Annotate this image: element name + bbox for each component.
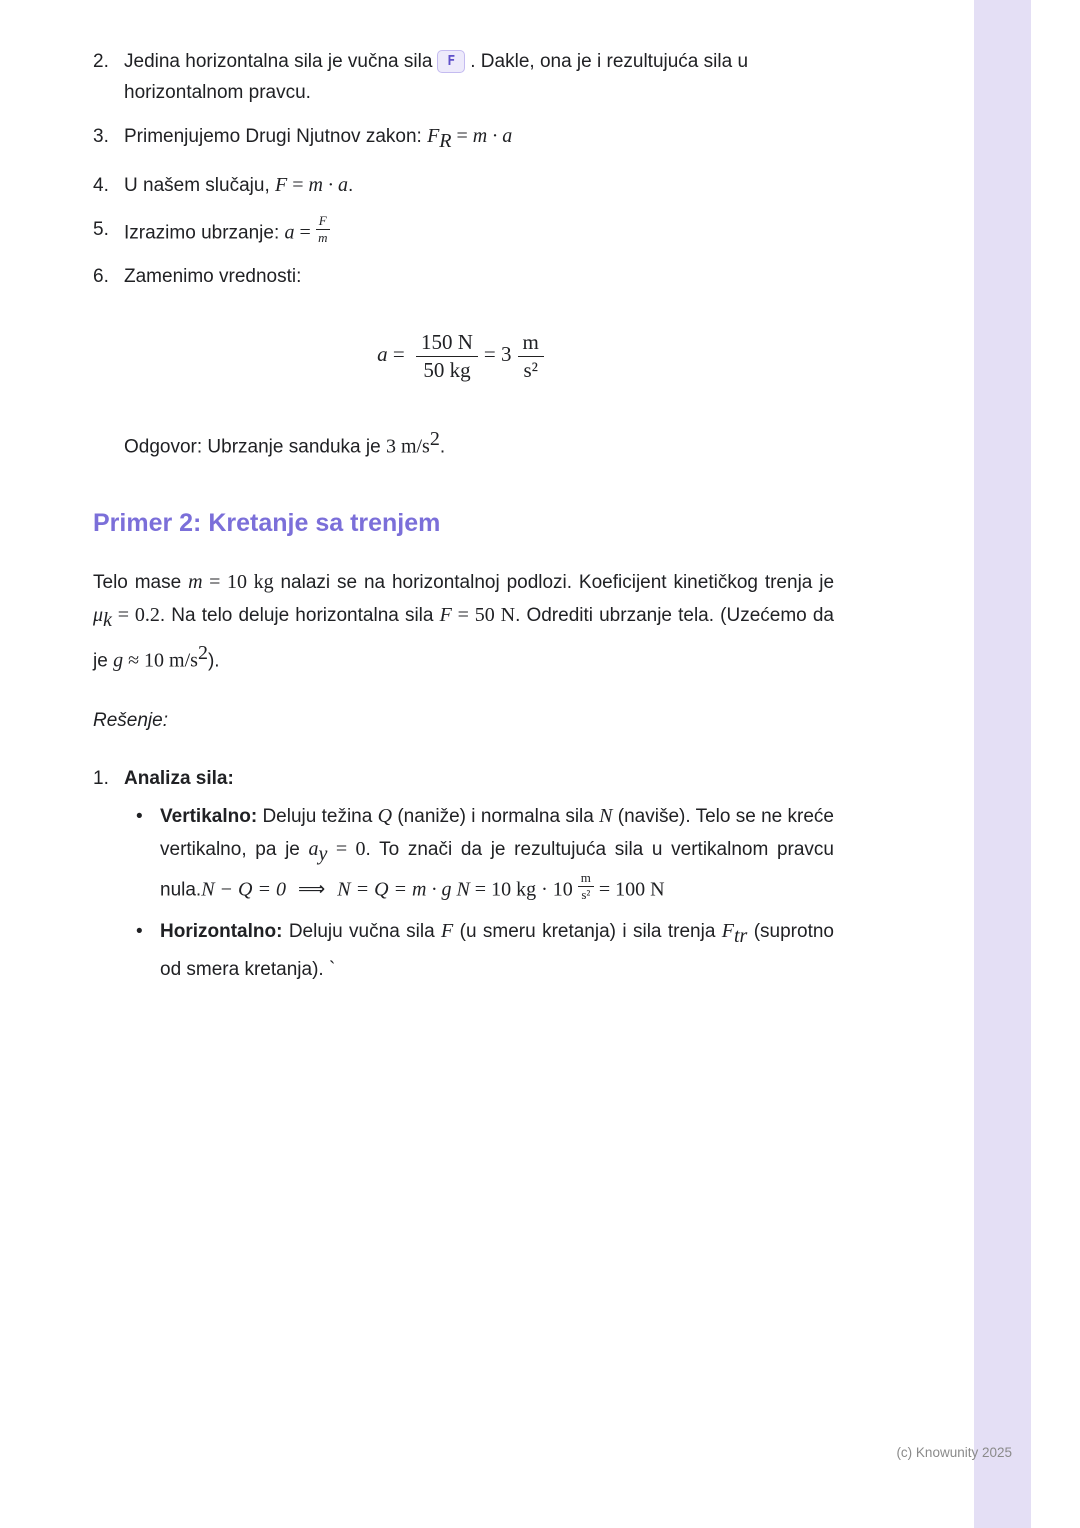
fraction-numerator: F xyxy=(316,214,330,230)
step-number: 5. xyxy=(93,218,109,240)
step-number: 6. xyxy=(93,266,109,288)
implies-arrow-icon: ⟹ xyxy=(297,877,326,900)
numbered-step-2 xyxy=(93,46,834,108)
step-text: . xyxy=(347,174,354,196)
force-f-badge: F xyxy=(437,50,465,73)
step-text: Zamenimo vrednosti: xyxy=(124,266,302,288)
math-text: = 100 N xyxy=(593,877,665,900)
numbered-step-5 xyxy=(93,214,834,248)
math-text: = 50 N xyxy=(451,603,516,626)
fraction-denominator: s² xyxy=(581,886,591,902)
math-variable: F xyxy=(441,919,454,942)
math-variable: N xyxy=(451,877,470,900)
page-edge-band xyxy=(974,0,1031,1528)
step-text: Primenjujemo Drugi Njutnov zakon: xyxy=(124,126,428,147)
body-text: nalazi se na horizontalnoj podlozi. Koeficijent kinetičkog trenja je xyxy=(273,571,835,593)
math-text: 3 m/s xyxy=(385,435,430,458)
step-text: . Dakle, ona je i rezultujuća sila u horizontalnom pravcu. xyxy=(124,51,749,103)
math-variable: F xyxy=(439,603,452,626)
body-text: . To znači da je rezultujuća sila u vertikalnom pravcu nula. xyxy=(160,838,834,900)
body-text: (naniže) i normalna sila xyxy=(392,805,600,827)
step-number: 3. xyxy=(93,126,109,147)
math-subscript: k xyxy=(103,608,112,631)
step-text: U našem slučaju, xyxy=(124,174,276,196)
math-variable: a xyxy=(308,837,319,860)
math-text: = xyxy=(287,173,309,196)
body-text: . Na telo deluje horizontalna sila xyxy=(159,604,440,626)
math-variable: g xyxy=(113,648,124,671)
fraction-denominator: 50 kg xyxy=(423,358,471,383)
math-text: = 10 kg xyxy=(202,570,274,593)
numbered-step-3 xyxy=(93,121,834,157)
math-text: ≈ 10 m/s xyxy=(123,648,198,671)
fraction xyxy=(316,214,330,246)
numbered-step-6 xyxy=(93,261,834,292)
math-superscript: 2 xyxy=(429,428,440,451)
step-text: Izrazimo ubrzanje: xyxy=(124,222,285,244)
math-text: = 0.2 xyxy=(111,603,160,626)
solution-label: Rešenje: xyxy=(93,709,168,731)
math-subscript: y xyxy=(318,842,328,865)
body-text: . Odrediti ubrzanje tela. (Uzećemo da je xyxy=(93,604,834,671)
analysis-title: Analiza sila: xyxy=(124,767,234,789)
bullet-icon: • xyxy=(136,920,143,942)
equation-block xyxy=(93,330,834,382)
step-text: Jedina horizontalna sila je vučna sila xyxy=(124,51,433,72)
body-text: Deluju težina xyxy=(257,805,378,827)
analysis-heading xyxy=(93,763,834,794)
math-text: = xyxy=(387,342,410,367)
bullet-label: Horizontalno: xyxy=(160,920,283,942)
step-number: 2. xyxy=(93,51,109,72)
math-text: = 3 xyxy=(483,342,512,367)
fraction xyxy=(416,330,478,382)
fraction-numerator: m xyxy=(578,871,594,887)
body-text: Telo mase xyxy=(93,571,189,593)
math-variable: N xyxy=(599,804,613,827)
body-text: (suprotno od smera kretanja). ` xyxy=(160,920,834,980)
math-variable: a xyxy=(284,221,295,244)
step-number: 4. xyxy=(93,174,109,196)
answer-line xyxy=(93,424,834,462)
body-text: (u smeru kretanja) i sila trenja xyxy=(453,920,722,942)
math-variable: m xyxy=(188,570,203,593)
math-text: m · a xyxy=(308,173,348,196)
math-subscript: R xyxy=(439,129,452,152)
math-text: m · a xyxy=(472,125,513,147)
fraction xyxy=(578,871,594,903)
math-variable: a xyxy=(377,342,388,367)
numbered-step-4 xyxy=(93,170,834,201)
fraction-numerator: m xyxy=(518,330,544,357)
bullet-vertical xyxy=(93,800,834,906)
problem-statement xyxy=(93,566,834,677)
math-superscript: 2 xyxy=(197,641,208,664)
step-number: 1. xyxy=(93,767,109,789)
bullet-label: Vertikalno: xyxy=(160,805,258,827)
math-text: = xyxy=(451,125,473,147)
body-text: (naviše). Telo se ne kreće vertikalno, pa je xyxy=(160,805,834,860)
fraction-denominator: s² xyxy=(523,358,538,383)
body-text: ). xyxy=(207,649,220,671)
document-content xyxy=(93,46,834,995)
math-variable: F xyxy=(275,173,288,196)
math-variable: F xyxy=(721,919,734,942)
fraction-numerator: 150 N xyxy=(416,330,478,357)
math-variable: Q xyxy=(377,804,393,827)
bullet-horizontal xyxy=(93,915,834,986)
math-variable: F xyxy=(427,125,440,147)
fraction-denominator: m xyxy=(318,230,328,246)
section-heading: Primer 2: Kretanje sa trenjem xyxy=(93,508,441,537)
math-text: N = Q = m · g xyxy=(337,877,452,900)
math-text: N − Q = 0 xyxy=(201,877,286,900)
math-text: = 0 xyxy=(327,837,366,860)
math-text: = xyxy=(294,221,316,244)
bullet-icon: • xyxy=(136,805,143,827)
footer-copyright: (c) Knowunity 2025 xyxy=(896,1445,1012,1460)
math-subscript: tr xyxy=(734,924,748,947)
fraction xyxy=(518,330,544,382)
answer-text: . xyxy=(439,436,446,458)
body-text: Deluju vučna sila xyxy=(282,920,442,942)
math-text: = 10 kg · 10 xyxy=(469,877,578,900)
answer-text: Odgovor: Ubrzanje sanduka je xyxy=(124,436,386,458)
math-variable: μ xyxy=(93,603,104,626)
